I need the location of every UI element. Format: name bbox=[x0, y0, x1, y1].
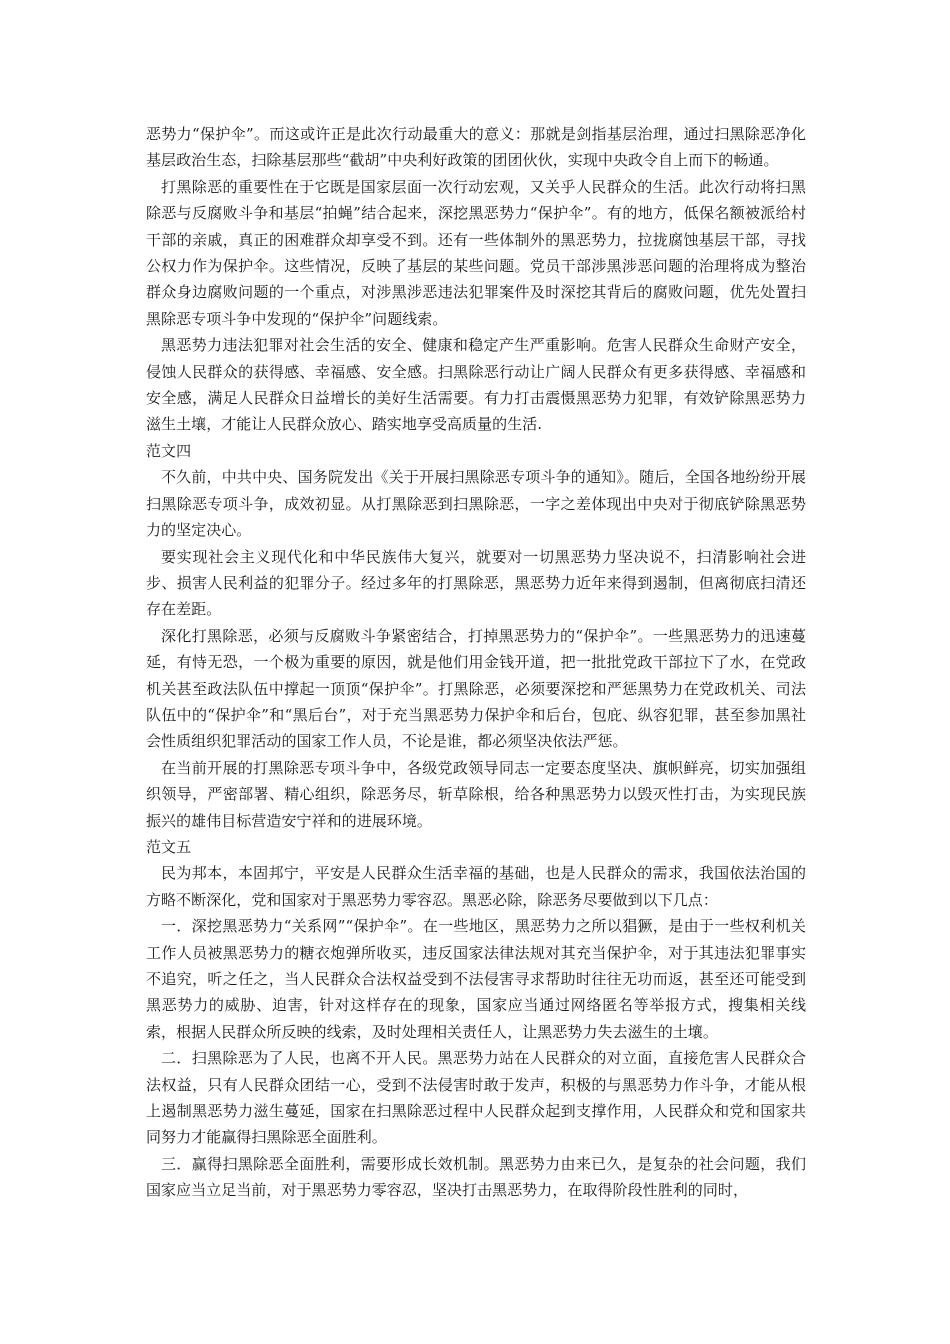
paragraph-5: 要实现社会主义现代化和中华民族伟大复兴，就要对一切黑恶势力坚决说不，扫清影响社会进步、损害人民利益的犯罪分子。经过多年的打黑除恶，黑恶势力近年来得到遏制，但离彻底扫清还存在差距。 bbox=[146, 547, 806, 619]
paragraph-2: 打黑除恶的重要性在于它既是国家层面一次行动宏观，又关乎人民群众的生活。此次行动将扫黑除恶与反腐败斗争和基层“拍蝇”结合起来，深挖黑恶势力“保护伞”。有的地方，低保名额被派给村干部的亲戚，真正的困难群众却享受不到。还有一些体制外的黑恶势力，拉拢腐蚀基层干部，寻找公权力作为保护伞。这些情况，反映了基层的某些问题。党员干部涉黑涉恶问题的治理将成为整治群众身边腐败问题的一个重点，对涉黑涉恶违法犯罪案件及时深挖其背后的腐败问题，优先处置扫黑除恶专项斗争中发现的“保护伞”问题线索。 bbox=[146, 177, 806, 328]
paragraph-8: 民为邦本，本固邦宁，平安是人民群众生活幸福的基础，也是人民群众的需求，我国依法治国的方略不断深化，党和国家对于黑恶势力零容忍。黑恶必除，除恶务尽要做到以下几点： bbox=[146, 864, 806, 909]
section-heading-4: 范文四 bbox=[146, 441, 192, 460]
paragraph-9: 一．深挖黑恶势力“关系网”“保护伞”。在一些地区，黑恶势力之所以猖獗，是由于一些权利机关工作人员被黑恶势力的糖衣炮弹所收买，违反国家法律法规对其充当保护伞，对于其违法犯罪事实不追究，听之任之，当人民群众合法权益受到不法侵害寻求帮助时往往无功而返，甚至还可能受到黑恶势力的威胁、迫害，针对这样存在的现象，国家应当通过网络匿名等举报方式，搜集相关线索，根据人民群众所反映的线索，及时处理相关责任人，让黑恶势力失去滋生的土壤。 bbox=[146, 917, 806, 1041]
section-heading-5: 范文五 bbox=[146, 837, 192, 856]
document-page bbox=[146, 121, 806, 1204]
paragraph-11: 三．赢得扫黑除恶全面胜利，需要形成长效机制。黑恶势力由来已久，是复杂的社会问题，我们国家应当立足当前，对于黑恶势力零容忍，坚决打击黑恶势力，在取得阶段性胜利的同时， bbox=[146, 1154, 806, 1200]
paragraph-4: 不久前，中共中央、国务院发出《关于开展扫黑除恶专项斗争的通知》。随后，全国各地纷纷开展扫黑除恶专项斗争，成效初显。从打黑除恶到扫黑除恶，一字之差体现出中央对于彻底铲除黑恶势力的坚定决心。 bbox=[146, 468, 806, 540]
paragraph-6: 深化打黑除恶，必须与反腐败斗争紧密结合，打掉黑恶势力的“保护伞”。一些黑恶势力的迅速蔓延，有恃无恐，一个极为重要的原因，就是他们用金钱开道，把一批批党政干部拉下了水，在党政机关甚至政法队伍中撑起一顶顶“保护伞”。打黑除恶，必须要深挖和严惩黑势力在党政机关、司法队伍中的“保护伞”和“黑后台”，对于充当黑恶势力保护伞和后台，包庇、纵容犯罪，甚至参加黑社会性质组织犯罪活动的国家工作人员，不论是谁，都必须坚决依法严惩。 bbox=[146, 626, 806, 751]
paragraph-1: 恶势力“保护伞”。而这或许正是此次行动最重大的意义：那就是剑指基层治理，通过扫黑除恶净化基层政治生态，扫除基层那些“截胡”中央利好政策的团团伙伙，实现中央政令自上而下的畅通。 bbox=[146, 125, 806, 170]
paragraph-7: 在当前开展的打黑除恶专项斗争中，各级党政领导同志一定要态度坚决、旗帜鲜亮，切实加强组织领导，严密部署、精心组织，除恶务尽，斩草除根，给各种黑恶势力以毁灭性打击，为实现民族振兴的雄伟目标营造安宁祥和的进展环境。 bbox=[146, 758, 806, 830]
paragraph-10: 二．扫黑除恶为了人民，也离不开人民。黑恶势力站在人民群众的对立面，直接危害人民群众合法权益，只有人民群众团结一心，受到不法侵害时敢于发声，积极的与黑恶势力作斗争，才能从根上遏制黑恶势力滋生蔓延，国家在扫黑除恶过程中人民群众起到支撑作用，人民群众和党和国家共同努力才能赢得扫黑除恶全面胜利。 bbox=[146, 1049, 806, 1147]
paragraph-3: 黑恶势力违法犯罪对社会生活的安全、健康和稳定产生严重影响。危害人民群众生命财产安全，侵蚀人民群众的获得感、幸福感、安全感。扫黑除恶行动让广阔人民群众有更多获得感、幸福感和安全感，满足人民群众日益增长的美好生活需要。有力打击震慑黑恶势力犯罪，有效铲除黑恶势力滋生土壤，才能让人民群众放心、踏实地享受高质量的生活. bbox=[146, 336, 806, 434]
